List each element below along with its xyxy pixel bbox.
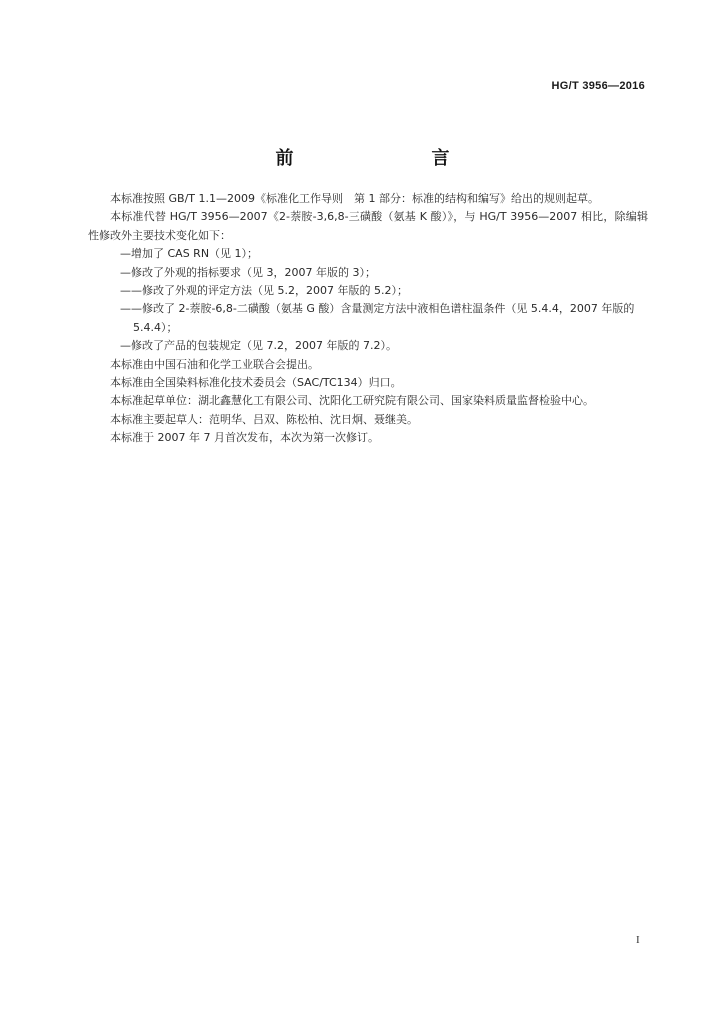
paragraph-proposer: 本标准由中国石油和化学工业联合会提出。 [110, 357, 319, 371]
page-number: I [636, 934, 640, 946]
change-item: ——修改了外观的评定方法（见 5.2，2007 年版的 5.2）； [120, 284, 408, 298]
paragraph-committee: 本标准由全国染料标准化技术委员会（SAC/TC134）归口。 [110, 376, 402, 390]
change-item: —修改了外观的指标要求（见 3，2007 年版的 3）； [120, 265, 376, 279]
page-title: 前 言 [275, 148, 484, 169]
paragraph-drafting-units: 本标准起草单位：湖北鑫慧化工有限公司、沈阳化工研究院有限公司、国家染料质量监督检验中心。 [110, 394, 594, 408]
standard-code: HG/T 3956—2016 [551, 80, 645, 92]
paragraph-drafting-rules: 本标准按照 GB/T 1.1—2009《标准化工作导则 第 1 部分：标准的结构和编写》给出的规则起草。 [110, 192, 599, 205]
foreword-body [88, 190, 648, 448]
paragraph-drafters: 本标准主要起草人：范明华、吕双、陈松柏、沈日炯、聂继美。 [110, 412, 418, 426]
change-item: —修改了产品的包装规定（见 7.2，2007 年版的 7.2）。 [120, 339, 397, 353]
paragraph-replacement: 本标准代替 HG/T 3956—2007《2-萘胺-3,6,8-三磺酸（氨基 K 酸）》，与 HG/T 3956—2007 相比，除编辑性修改外主要技术变化如下： [88, 210, 648, 242]
change-item: —增加了 CAS RN（见 1）； [120, 247, 259, 261]
paragraph-history: 本标准于 2007 年 7 月首次发布，本次为第一次修订。 [110, 431, 379, 445]
change-item: ——修改了 2-萘胺-6,8-二磺酸（氨基 G 酸）含量测定方法中液相色谱柱温条件（见 5.4.4，2007 年版的 5.4.4）； [120, 302, 635, 334]
